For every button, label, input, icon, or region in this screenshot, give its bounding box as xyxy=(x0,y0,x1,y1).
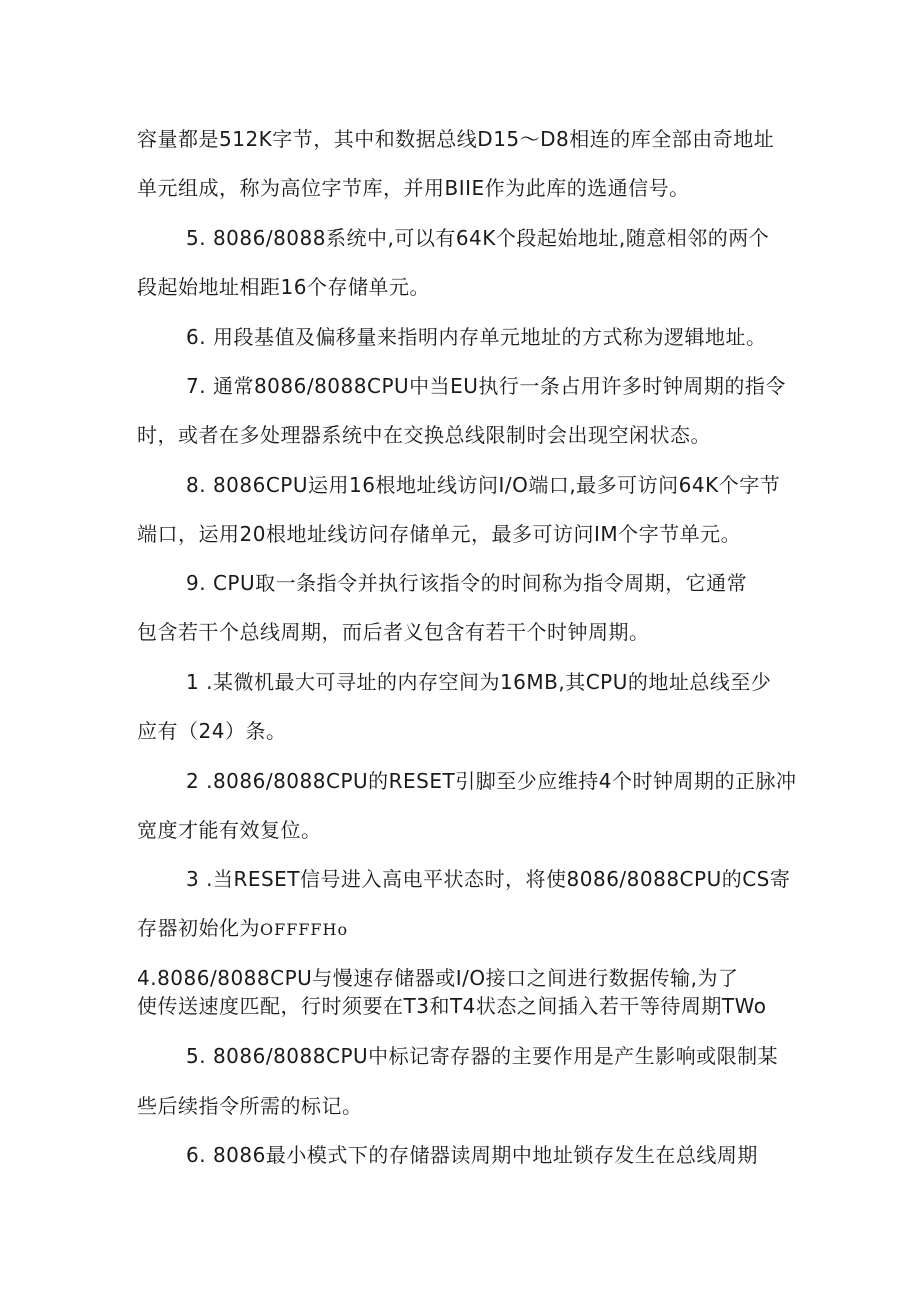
text-line: 5. 8086/8088CPU中标记寄存器的主要作用是产生影响或限制某 xyxy=(186,1044,779,1068)
text-line: 2 .8086/8088CPU的RESET引脚至少应维持4个时钟周期的正脉冲 xyxy=(186,769,797,793)
text-line: 包含若干个总线周期，而后者义包含有若干个时钟周期。 xyxy=(137,620,650,644)
text-line: 1 .某微机最大可寻址的内存空间为16MB,其CPU的地址总线至少 xyxy=(186,670,772,694)
text-line: 容量都是512K字节，其中和数据总线D15～D8相连的库全部由奇地址 xyxy=(137,127,775,151)
text-line: 7. 通常8086/8088CPU中当EU执行一条占用许多时钟周期的指令 xyxy=(186,374,786,398)
text-segment: OFFFFHo xyxy=(260,920,349,939)
text-line: 3 .当RESET信号进入高电平状态时，将使8086/8088CPU的CS寄 xyxy=(186,867,791,891)
text-line: 6. 用段基值及偏移量来指明内存单元地址的方式称为逻辑地址。 xyxy=(186,325,767,349)
text-line: 应有（24）条。 xyxy=(137,719,287,743)
text-line: 端口，运用20根地址线访问存储单元，最多可访问IM个字节单元。 xyxy=(137,522,742,546)
text-line: 8. 8086CPU运用16根地址线访问I/O端口,最多可访问64K个字节 xyxy=(186,473,781,497)
text-line: 段起始地址相距16个存储单元。 xyxy=(137,275,430,299)
text-line: 5. 8086/8088系统中,可以有64K个段起始地址,随意相邻的两个 xyxy=(186,226,770,250)
text-line: 宽度才能有效复位。 xyxy=(137,818,322,842)
text-line xyxy=(137,915,348,943)
text-line: 4.8086/8088CPU与慢速存储器或I/O接口之间进行数据传输,为了 xyxy=(137,966,739,990)
text-segment: 存器初始化为 xyxy=(137,916,260,940)
text-line: 单元组成，称为高位字节库，并用BIIE作为此库的选通信号。 xyxy=(137,176,690,200)
text-line: 些后续指令所需的标记。 xyxy=(137,1094,363,1118)
text-line: 6. 8086最小模式下的存储器读周期中地址锁存发生在总线周期 xyxy=(186,1143,758,1167)
text-line: 9. CPU取一条指令并执行该指令的时间称为指令周期，它通常 xyxy=(186,571,748,595)
text-line: 使传送速度匹配，行时须要在T3和T4状态之间插入若干等待周期TWo xyxy=(137,994,767,1018)
text-line: 时，或者在多处理器系统中在交换总线限制时会出现空闲状态。 xyxy=(137,423,711,447)
